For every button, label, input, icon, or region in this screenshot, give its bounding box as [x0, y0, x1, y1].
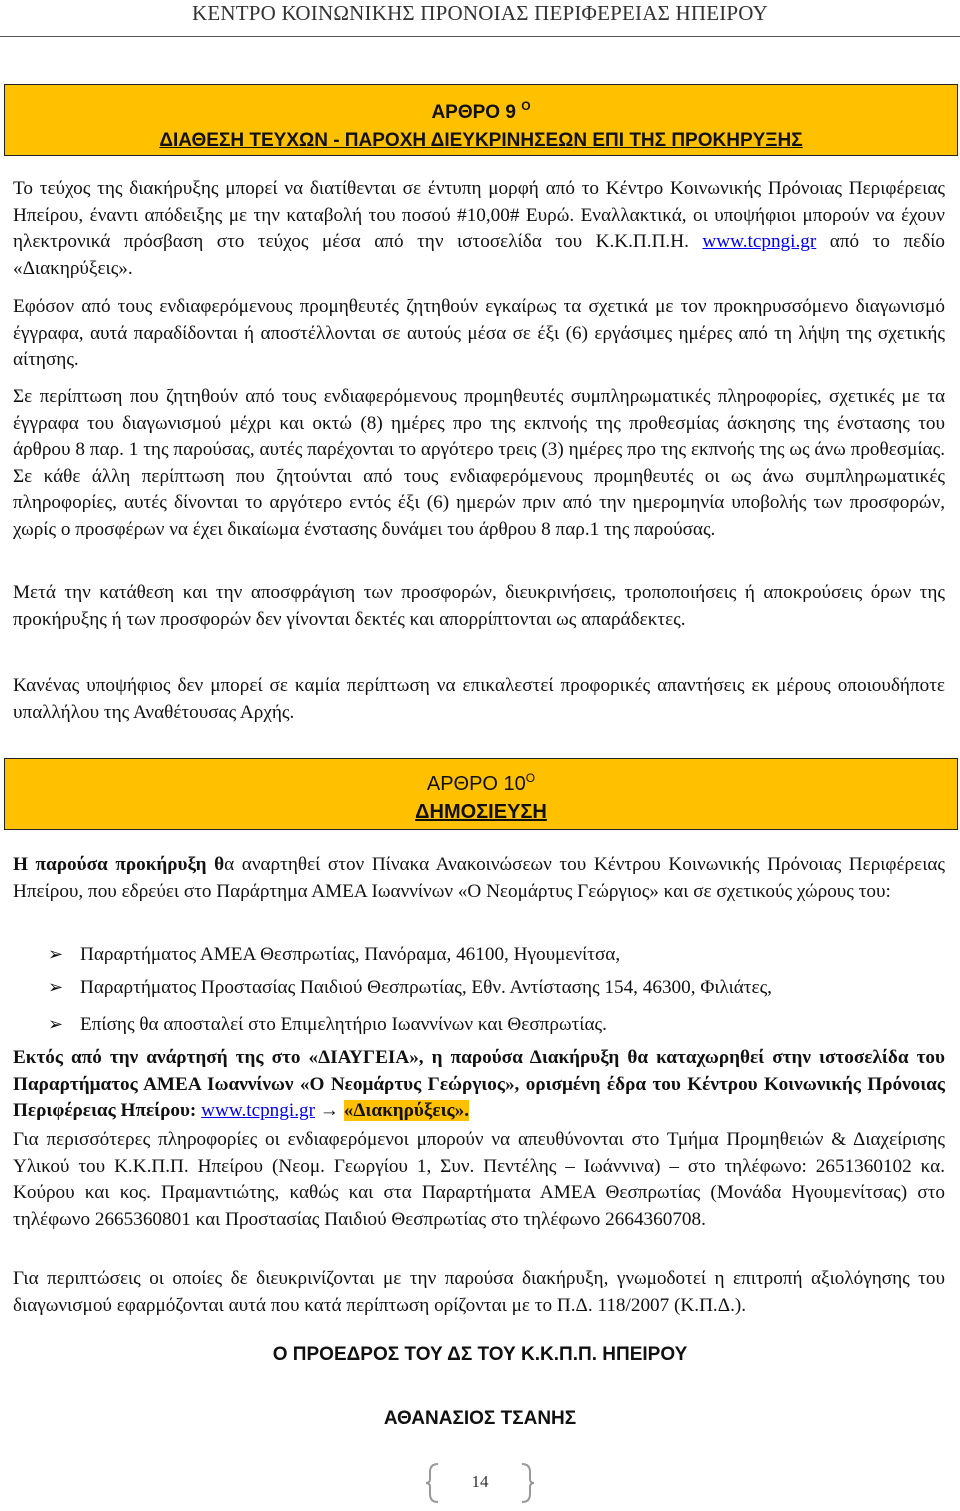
article-10-paragraph-3: Για περισσότερες πληροφορίες οι ενδιαφερόμενοι μπορούν να απευθύνονται στο Τμήμα Προμηθειών & Διαχείρισης Υλικού του Κ.Κ.Π.Π. Ηπείρου (Νεομ. Γεωργίου 1, Συν. Πεντέλης – Ιωάννινα) – στο τηλέφωνο: 2651360102 κα. Κούρου και κος. Πραμαντιώτης, καθώς και στα Παραρτήματα ΑΜΕΑ Θεσπρωτίας (Μονάδα Ηγουμενίτσας) στο τηλέφωνο 2665360801 και Προστασίας Παιδιού Θεσπρωτίας στο τηλέφωνο 2664360708. — [13, 1129, 945, 1230]
header-title: ΚΕΝΤΡΟ ΚΟΙΝΩΝΙΚΗΣ ΠΡΟΝΟΙΑΣ ΠΕΡΙΦΕΡΕΙΑΣ ΗΠΕΙΡΟΥ — [192, 1, 768, 25]
list-item: ➢ Παραρτήματος ΑΜΕΑ Θεσπρωτίας, Πανόραμα, 46100, Ηγουμενίτσα, — [48, 944, 621, 965]
list-item: ➢ Επίσης θα αποσταλεί στο Επιμελητήριο Ιωαννίνων και Θεσπρωτίας. — [48, 1014, 607, 1035]
article-9-paragraph-3: Σε περίπτωση που ζητηθούν από τους ενδιαφερόμενους προμηθευτές συμπληρωματικές πληροφορίες, σχετικές με τα έγγραφα του διαγωνισμού μέχρι και οκτώ (8) ημέρες προ της εκπνοής της προθεσμίας άσκησης της ένστασης του άρθρου 8 παρ. 1 της παρούσας, αυτές παρέχονται το αργότερο τρεις (3) ημέρες προ της εκπνοής της ως άνω προθεσμίας. Σε κάθε άλλη περίπτωση που ζητούνται από τους ενδιαφερόμενους προμηθευτές οι ως άνω συμπληρωματικές πληροφορίες, αυτές δίνονται το αργότερο εντός έξι (6) ημερών πριν από την ημερομηνία υποβολής των προσφορών, χωρίς ο προσφέρων να έχει δικαίωμα ένστασης δυνάμει του άρθρου 8 παρ.1 της παρούσας. — [13, 386, 945, 540]
signature-role: Ο ΠΡΟΕΔΡΟΣ ΤΟΥ ΔΣ ΤΟΥ Κ.Κ.Π.Π. ΗΠΕΙΡΟΥ — [272, 1344, 688, 1365]
article-10-subtitle: ΔΗΜΟΣΙΕΥΣΗ — [415, 801, 547, 823]
article-9-title-sup: Ο — [521, 99, 531, 113]
tcpngi-link[interactable]: www.tcpngi.gr — [702, 231, 817, 253]
article-9-banner — [4, 84, 958, 156]
article-10-title: ΑΡΘΡΟ $10^O$ — [426, 771, 536, 795]
tcpngi-link-2[interactable]: www.tcpngi.gr — [201, 1100, 315, 1122]
arrow-bullet-icon: ➢ — [48, 1014, 64, 1034]
page-number: 14 — [471, 1472, 489, 1491]
header-divider — [0, 36, 960, 37]
arrow-right-icon: → — [315, 1100, 344, 1122]
article-9-paragraph-2: Εφόσον από τους ενδιαφερόμενους προμηθευτές ζητηθούν εγκαίρως τα σχετικά με τον προκηρυσσόμενο διαγωνισμό έγγραφα, αυτά παραδίδονται ή αποστέλλονται σε αυτούς μέσα σε έξι (6) εργάσιμες ημέρες από τη λήψη της σχετικής αίτησης. — [13, 296, 945, 371]
article-10-banner — [4, 758, 958, 830]
page-number-box — [424, 1460, 536, 1506]
arrow-bullet-icon: ➢ — [48, 944, 64, 964]
arrow-bullet-icon: ➢ — [48, 977, 64, 997]
page-header — [0, 0, 960, 34]
article-10-title-sup: Ο — [525, 771, 536, 785]
signature-name: ΑΘΑΝΑΣΙΟΣ ΤΣΑΝΗΣ — [383, 1408, 577, 1429]
article-9-paragraph-4: Μετά την κατάθεση και την αποσφράγιση των προσφορών, διευκρινήσεις, τροποποιήσεις ή αποκρούσεις όρων της προκήρυξης ή των προσφορών δεν γίνονται δεκτές και απορρίπτονται ως απαράδεκτες. — [13, 582, 945, 630]
article-9-title: ΑΡΘΡΟ 9 $^O$ — [431, 99, 531, 123]
article-9-subtitle: ΔΙΑΘΕΣΗ ΤΕΥΧΩΝ - ΠΑΡΟΧΗ ΔΙΕΥΚΡΙΝΗΣΕΩΝ ΕΠΙ ΤΗΣ ΠΡΟΚΗΡΥΞΗΣ — [159, 130, 803, 151]
article-10-paragraph-4: Για περιπτώσεις οι οποίες δε διευκρινίζονται με την παρούσα διακήρυξη, γνωμοδοτεί η επιτροπή αξιολόγησης του διαγωνισμού εφαρμόζονται αυτά που κατά περίπτωση ορίζονται με το Π.Δ. 118/2007 (Κ.Π.Δ.). — [13, 1268, 945, 1316]
diakirykseis-highlight: «Διακηρύξεις». — [343, 1100, 470, 1122]
article-10-paragraph-1: Η παρούσα προκήρυξη θα αναρτηθεί στον Πίνακα Ανακοινώσεων του Κέντρου Κοινωνικής Πρόνοιας Περιφέρειας Ηπείρου, που εδρεύει στο Παράρτημα ΑΜΕΑ Ιωαννίνων «Ο Νεομάρτυς Γεώργιος» και σε σχετικούς χώρους του: — [13, 854, 946, 902]
list-item: ➢ Παραρτήματος Προστασίας Παιδιού Θεσπρωτίας, Εθν. Αντίστασης 154, 46300, Φιλιάτες, — [48, 977, 772, 998]
article-10-paragraph-2: Εκτός από την ανάρτησή της στο «ΔΙΑΥΓΕΙΑ», η παρούσα Διακήρυξη θα καταχωρηθεί στην ιστοσελίδα του Παραρτήματος ΑΜΕΑ Ιωαννίνων «Ο Νεομάρτυς Γεώργιος», ορισμένη έδρα του Κέντρου Κοινωνικής Πρόνοιας Περιφέρειας Ηπείρου: www.tcpngi.gr → «Διακηρύξεις». — [13, 1047, 945, 1122]
article-9-paragraph-5: Κανένας υποψήφιος δεν μπορεί σε καμία περίπτωση να επικαλεστεί προφορικές απαντήσεις εκ μέρους οποιουδήποτε υπαλλήλου της Αναθέτουσας Αρχής. — [13, 675, 945, 723]
article-9-paragraph-1: Το τεύχος της διακήρυξης μπορεί να διατίθενται σε έντυπη μορφή από το Κέντρο Κοινωνικής Πρόνοιας Περιφέρειας Ηπείρου, έναντι απόδειξης με την καταβολή του ποσού #10,00# Ευρώ. Εναλλακτικά, οι υποψήφιοι μπορούν να έχουν ηλεκτρονικά πρόσβαση στο τεύχος μέσα από την ιστοσελίδα του Κ.Κ.Π.Π.Η. www.tcpngi.gr από το πεδίο «Διακηρύξεις». — [13, 178, 946, 279]
